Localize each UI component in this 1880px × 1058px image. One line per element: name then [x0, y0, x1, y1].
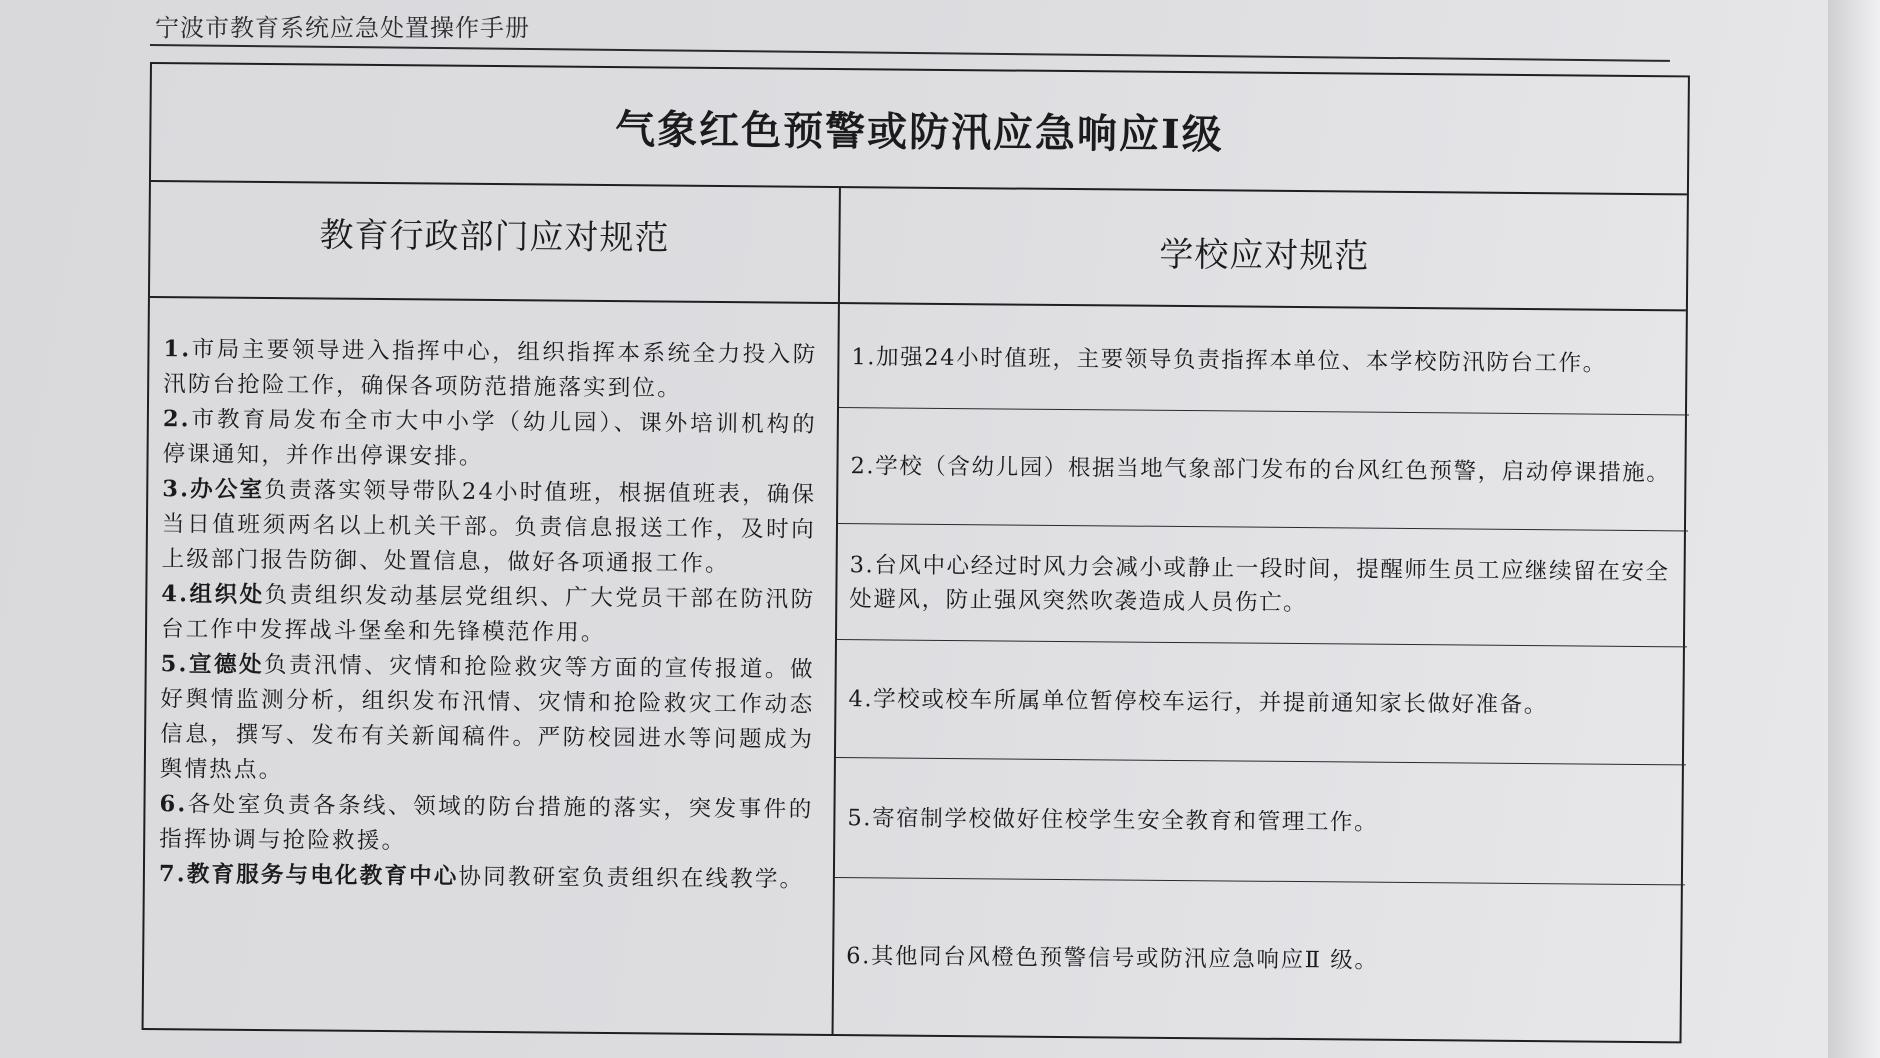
page-edge: [1828, 0, 1880, 1058]
list-item: 5.宣德处负责汛情、灾情和抢险救灾等方面的宣传报道。做好舆情监测分析，组织发布汛情、灾情和抢险救灾工作动态信息，撰写、发布有关新闻稿件。严防校园进水等问题成为舆情热点。: [159, 651, 815, 784]
running-header: 宁波市教育系统应急处置操作手册: [155, 14, 530, 42]
header-rule: [150, 44, 1670, 62]
right-column-body: [834, 306, 1690, 1043]
table-row: 6.其他同台风橙色预警信号或防汛应急响应Ⅱ 级。: [846, 943, 1379, 974]
table-row: 5.寄宿制学校做好住校学生安全教育和管理工作。: [835, 758, 1686, 885]
response-table: [142, 62, 1690, 1043]
left-column-header: 教育行政部门应对规范: [319, 214, 670, 259]
table-row: 2.学校（含幼儿园）根据当地气象部门发布的台风红色预警，启动停课措施。: [838, 408, 1689, 531]
list-item: 2.市教育局发布全市大中小学（幼儿园）、课外培训机构的停课通知，并作出停课安排。: [162, 406, 817, 470]
table-title-row: [151, 64, 1688, 195]
list-item: 1.市局主要领导进入指挥中心，组织指挥本系统全力投入防汛防台抢险工作，确保各项防范措施落实到位。: [163, 336, 818, 402]
list-item: 3.办公室负责落实领导带队24小时值班，根据值班表，确保当日值班须两名以上机关干部。负责信息报送工作，及时向上级部门报告防御、处置信息，做好各项通报工作。: [161, 476, 817, 578]
list-item: 6.各处室负责各条线、领域的防台措施的落实，突发事件的指挥协调与抢险救援。: [159, 791, 814, 855]
list-item: 7.教育服务与电化教育中心协同教研室负责组织在线教学。: [158, 861, 805, 893]
table-header-row: [150, 182, 1687, 311]
table-row: 3.台风中心经过时风力会减小或静止一段时间，提醒师生员工应继续留在安全处避风，防止强风突然吹袭造成人员伤亡。: [837, 524, 1688, 647]
table-row: 1.加强24小时值班，主要领导负责指挥本单位、本学校防汛防台工作。: [839, 306, 1690, 415]
left-column-body: [144, 300, 838, 1036]
table-row: 4.学校或校车所属单位暂停校车运行，并提前通知家长做好准备。: [836, 640, 1687, 765]
right-column-header: 学校应对规范: [1159, 234, 1370, 277]
table-title: 气象红色预警或防汛应急响应Ⅰ级: [614, 105, 1224, 158]
list-item: 4.组织处负责组织发动基层党组织、广大党员干部在防汛防台工作中发挥战斗堡垒和先锋模范作用。: [160, 581, 816, 646]
